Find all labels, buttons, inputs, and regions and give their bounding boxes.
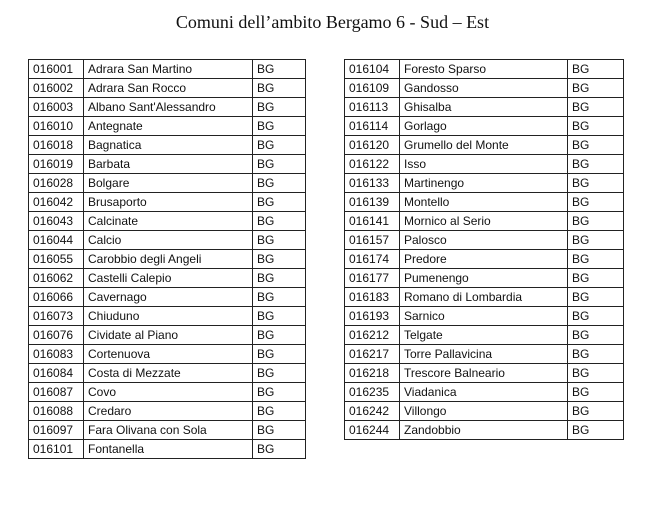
- municipality-code-cell: 016109: [345, 79, 400, 98]
- municipality-code-cell: 016217: [345, 345, 400, 364]
- province-cell: BG: [568, 250, 624, 269]
- municipality-name-cell: Covo: [84, 383, 253, 402]
- province-cell: BG: [253, 174, 306, 193]
- table-row: [29, 383, 306, 402]
- municipality-code-cell: 016242: [345, 402, 400, 421]
- table-row: [29, 307, 306, 326]
- municipality-name-cell: Mornico al Serio: [400, 212, 568, 231]
- table-row: [29, 288, 306, 307]
- table-row: [345, 155, 624, 174]
- table-row: [345, 193, 624, 212]
- municipality-name-cell: Barbata: [84, 155, 253, 174]
- municipality-name-cell: Villongo: [400, 402, 568, 421]
- province-cell: BG: [253, 440, 306, 459]
- municipality-code-cell: 016113: [345, 98, 400, 117]
- province-cell: BG: [568, 288, 624, 307]
- province-cell: BG: [253, 136, 306, 155]
- table-row: [29, 98, 306, 117]
- province-cell: BG: [253, 421, 306, 440]
- table-row: [29, 345, 306, 364]
- table-row: [345, 421, 624, 440]
- municipality-name-cell: Castelli Calepio: [84, 269, 253, 288]
- province-cell: BG: [253, 212, 306, 231]
- municipality-code-cell: 016174: [345, 250, 400, 269]
- table-row: [345, 117, 624, 136]
- municipality-name-cell: Torre Pallavicina: [400, 345, 568, 364]
- table-row: [29, 60, 306, 79]
- municipality-name-cell: Pumenengo: [400, 269, 568, 288]
- municipality-code-cell: 016120: [345, 136, 400, 155]
- province-cell: BG: [253, 60, 306, 79]
- municipality-name-cell: Ghisalba: [400, 98, 568, 117]
- municipality-code-cell: 016193: [345, 307, 400, 326]
- province-cell: BG: [253, 402, 306, 421]
- municipality-name-cell: Foresto Sparso: [400, 60, 568, 79]
- table-row: [29, 212, 306, 231]
- province-cell: BG: [253, 269, 306, 288]
- table-row: [29, 269, 306, 288]
- table-row: [345, 288, 624, 307]
- municipality-code-cell: 016235: [345, 383, 400, 402]
- province-cell: BG: [568, 136, 624, 155]
- table-row: [29, 231, 306, 250]
- municipality-name-cell: Gandosso: [400, 79, 568, 98]
- municipality-code-cell: 016084: [29, 364, 84, 383]
- province-cell: BG: [568, 364, 624, 383]
- table-body: [29, 60, 306, 459]
- table-row: [345, 98, 624, 117]
- province-cell: BG: [568, 60, 624, 79]
- province-cell: BG: [568, 231, 624, 250]
- municipality-code-cell: 016001: [29, 60, 84, 79]
- municipality-name-cell: Cortenuova: [84, 345, 253, 364]
- document-title: Comuni dell’ambito Bergamo 6 - Sud – Est: [175, 12, 490, 32]
- table-row: [345, 364, 624, 383]
- table-row: [29, 193, 306, 212]
- municipality-name-cell: Calcinate: [84, 212, 253, 231]
- province-cell: BG: [568, 421, 624, 440]
- municipality-name-cell: Cavernago: [84, 288, 253, 307]
- province-cell: BG: [253, 345, 306, 364]
- province-cell: BG: [568, 193, 624, 212]
- table-row: [29, 402, 306, 421]
- municipality-name-cell: Chiuduno: [84, 307, 253, 326]
- municipality-code-cell: 016003: [29, 98, 84, 117]
- province-cell: BG: [568, 383, 624, 402]
- municipality-name-cell: Predore: [400, 250, 568, 269]
- table-row: [29, 117, 306, 136]
- province-cell: BG: [253, 288, 306, 307]
- table-row: [345, 250, 624, 269]
- table-row: [29, 79, 306, 98]
- municipality-name-cell: Romano di Lombardia: [400, 288, 568, 307]
- province-cell: BG: [253, 98, 306, 117]
- province-cell: BG: [568, 79, 624, 98]
- table-row: [29, 364, 306, 383]
- table-row: [29, 155, 306, 174]
- province-cell: BG: [253, 117, 306, 136]
- province-cell: BG: [253, 231, 306, 250]
- table-row: [345, 79, 624, 98]
- municipality-name-cell: Viadanica: [400, 383, 568, 402]
- municipality-code-cell: 016157: [345, 231, 400, 250]
- municipality-name-cell: Palosco: [400, 231, 568, 250]
- table-row: [345, 174, 624, 193]
- municipality-name-cell: Cividate al Piano: [84, 326, 253, 345]
- municipality-name-cell: Calcio: [84, 231, 253, 250]
- table-row: [345, 231, 624, 250]
- municipality-name-cell: Zandobbio: [400, 421, 568, 440]
- municipality-name-cell: Adrara San Martino: [84, 60, 253, 79]
- table-row: [345, 60, 624, 79]
- municipality-name-cell: Trescore Balneario: [400, 364, 568, 383]
- municipality-name-cell: Carobbio degli Angeli: [84, 250, 253, 269]
- municipality-code-cell: 016183: [345, 288, 400, 307]
- municipality-code-cell: 016043: [29, 212, 84, 231]
- municipality-name-cell: Martinengo: [400, 174, 568, 193]
- municipality-code-cell: 016212: [345, 326, 400, 345]
- municipality-code-cell: 016018: [29, 136, 84, 155]
- province-cell: BG: [253, 326, 306, 345]
- province-cell: BG: [568, 98, 624, 117]
- municipality-name-cell: Sarnico: [400, 307, 568, 326]
- table-row: [29, 174, 306, 193]
- municipality-code-cell: 016055: [29, 250, 84, 269]
- municipality-name-cell: Isso: [400, 155, 568, 174]
- municipality-code-cell: 016104: [345, 60, 400, 79]
- municipality-code-cell: 016122: [345, 155, 400, 174]
- municipality-table-left: [28, 59, 306, 459]
- municipality-name-cell: Credaro: [84, 402, 253, 421]
- province-cell: BG: [568, 117, 624, 136]
- municipality-code-cell: 016133: [345, 174, 400, 193]
- province-cell: BG: [253, 383, 306, 402]
- province-cell: BG: [253, 155, 306, 174]
- municipality-code-cell: 016073: [29, 307, 84, 326]
- province-cell: BG: [568, 326, 624, 345]
- municipality-table-right: [344, 59, 624, 440]
- municipality-code-cell: 016087: [29, 383, 84, 402]
- municipality-name-cell: Antegnate: [84, 117, 253, 136]
- municipality-name-cell: Bolgare: [84, 174, 253, 193]
- province-cell: BG: [568, 155, 624, 174]
- municipality-code-cell: 016062: [29, 269, 84, 288]
- table-row: [345, 402, 624, 421]
- table-row: [29, 421, 306, 440]
- province-cell: BG: [253, 250, 306, 269]
- province-cell: BG: [568, 345, 624, 364]
- municipality-code-cell: 016002: [29, 79, 84, 98]
- municipality-code-cell: 016019: [29, 155, 84, 174]
- municipality-code-cell: 016218: [345, 364, 400, 383]
- municipality-code-cell: 016044: [29, 231, 84, 250]
- municipality-code-cell: 016076: [29, 326, 84, 345]
- province-cell: BG: [568, 212, 624, 231]
- table-row: [29, 440, 306, 459]
- municipality-name-cell: Albano Sant'Alessandro: [84, 98, 253, 117]
- province-cell: BG: [253, 364, 306, 383]
- table-row: [345, 307, 624, 326]
- municipality-name-cell: Fara Olivana con Sola: [84, 421, 253, 440]
- municipality-name-cell: Bagnatica: [84, 136, 253, 155]
- municipality-code-cell: 016244: [345, 421, 400, 440]
- province-cell: BG: [253, 193, 306, 212]
- municipality-name-cell: Montello: [400, 193, 568, 212]
- municipality-name-cell: Brusaporto: [84, 193, 253, 212]
- municipality-code-cell: 016101: [29, 440, 84, 459]
- municipality-code-cell: 016177: [345, 269, 400, 288]
- municipality-code-cell: 016066: [29, 288, 84, 307]
- table-row: [345, 136, 624, 155]
- province-cell: BG: [568, 269, 624, 288]
- municipality-code-cell: 016088: [29, 402, 84, 421]
- municipality-code-cell: 016139: [345, 193, 400, 212]
- municipality-name-cell: Fontanella: [84, 440, 253, 459]
- province-cell: BG: [568, 307, 624, 326]
- table-row: [345, 326, 624, 345]
- municipality-code-cell: 016114: [345, 117, 400, 136]
- municipality-name-cell: Grumello del Monte: [400, 136, 568, 155]
- table-row: [345, 383, 624, 402]
- municipality-code-cell: 016083: [29, 345, 84, 364]
- municipality-code-cell: 016010: [29, 117, 84, 136]
- table-row: [29, 326, 306, 345]
- table-body: [345, 60, 624, 440]
- province-cell: BG: [253, 79, 306, 98]
- province-cell: BG: [568, 402, 624, 421]
- municipality-name-cell: Gorlago: [400, 117, 568, 136]
- table-row: [345, 212, 624, 231]
- municipality-code-cell: 016028: [29, 174, 84, 193]
- table-row: [345, 345, 624, 364]
- table-row: [345, 269, 624, 288]
- municipality-name-cell: Adrara San Rocco: [84, 79, 253, 98]
- municipality-name-cell: Costa di Mezzate: [84, 364, 253, 383]
- table-row: [29, 136, 306, 155]
- municipality-code-cell: 016042: [29, 193, 84, 212]
- province-cell: BG: [568, 174, 624, 193]
- municipality-code-cell: 016097: [29, 421, 84, 440]
- municipality-code-cell: 016141: [345, 212, 400, 231]
- municipality-name-cell: Telgate: [400, 326, 568, 345]
- province-cell: BG: [253, 307, 306, 326]
- table-row: [29, 250, 306, 269]
